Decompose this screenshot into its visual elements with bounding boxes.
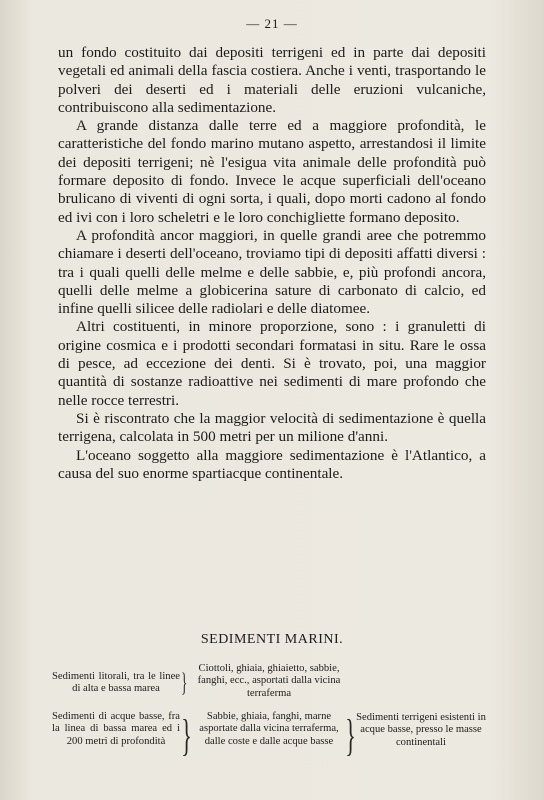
paragraph-6: L'oceano soggetto alla maggiore sedimentazione è l'Atlantico, a causa del suo enorme spartiacque continentale. (58, 446, 486, 482)
row1-label: Sedimenti litorali, tra le linee di alta e bassa marea (52, 671, 180, 695)
paragraph-1: un fondo costituito dai depositi terrigeni ed in parte dai depositi vegetali ed animali della fascia costiera. Anche i venti, trasportando le polveri dei deserti ed i materiali delle eruzioni vulcaniche, contribuiscono alla sedimentazione. (58, 44, 486, 116)
paragraph-3: A profondità ancor maggiori, in quelle grandi aree che potremmo chiamare i deserti dell'oceano, troviamo tipi di depositi affatti diversi : tra i quali quelli delle melme e delle sabbie, e, più profondi ancora, quelli delle melme a globicerina sature di carbonato di calcio, ed infine quelli silicee delle radiolari e delle diatomee. (58, 226, 486, 318)
row1-content: Ciottoli, ghiaia, ghiaietto, sabbie, fanghi, ecc., asportati dalla vicina terraferma (197, 663, 341, 699)
row2-right-brace: } (345, 711, 356, 760)
paragraph-5: Si è riscontrato che la maggior velocità di sedimentazione è quella terrigena, calcolata in 500 metri per un milione d'anni. (58, 409, 486, 446)
row2-left-brace: } (181, 711, 192, 760)
section-title: SEDIMENTI MARINI. (200, 632, 344, 647)
row1-brace: } (181, 668, 188, 697)
paragraph-4: Altri costituenti, in minore proporzione, sono : i granuletti di origine cosmica e i prodotti secondari formatasi in situ. Rare le ossa di pesce, ad eccezione dei denti. Si è trovato, poi, una maggior quantità di sostanze radioattive nei sedimenti di mare profondo che nelle rocce terrestri. (58, 318, 486, 409)
row2-label: Sedimenti di acque basse, fra la linea di bassa marea ed i 200 metri di profondità (52, 711, 180, 747)
paragraph-2: A grande distanza dalle terre ed a maggiore profondità, le caratteristiche del fondo marino mutano aspetto, arrestandosi il limite dei depositi terrigeni; nè l'esigua vita animale delle profondità può formare deposito di fondo. Invece le acque superficiali dell'oceano brulicano di viventi di ogni sorta, i quali, dopo morti cadono al fondo ed ivi con i loro scheletri e le loro conchigliette formano deposito. (58, 117, 486, 226)
page-number: — 21 — (246, 16, 298, 31)
row2-result: Sedimenti terrigeni esistenti in acque basse, presso le masse continentali (356, 712, 486, 748)
row2-content: Sabbie, ghiaia, fanghi, marne asportate dalla vicina terraferma, dalle coste e dalle acque basse (199, 711, 339, 747)
